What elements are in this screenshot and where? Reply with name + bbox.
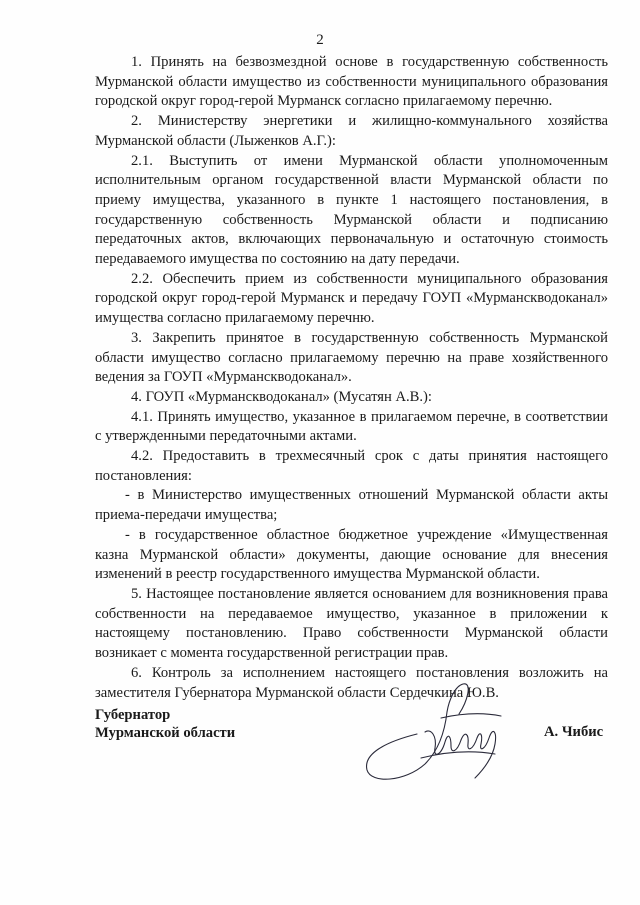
paragraph-4-2-item-2: - в государственное областное бюджетное учреждение «Имущественная казна Мурманской области» документы, дающие основание для внесения изменений в реестр государственного имущества Мурманской области. <box>95 526 608 583</box>
paragraph-2-1: 2.1. Выступить от имени Мурманской области уполномоченным исполнительным органом государственной власти Мурманской области по приему имущества, указанного в пункте 1 настоящего постановления, в государственную собственность Мурманской области и подписанию передаточных актов, включающих первоначальную и остаточную стоимость передаваемого имущества по состоянию на дату передачи. <box>95 152 608 268</box>
paragraph-4-1: 4.1. Принять имущество, указанное в прилагаемом перечне, в соответствии с утвержденными передаточными актами. <box>95 408 608 445</box>
paragraph-2-2: 2.2. Обеспечить прием из собственности муниципального образования городской округ город-герой Мурманск и передачу ГОУП «Мурманскводоканал» имущества согласно прилагаемому перечню. <box>95 270 608 327</box>
signatory-title-line-2: Мурманской области <box>95 725 236 741</box>
document-body <box>95 53 608 703</box>
paragraph-2: 2. Министерству энергетики и жилищно-коммунального хозяйства Мурманской области (Лыженков А.Г.): <box>95 113 608 149</box>
paragraph-1: 1. Принять на безвозмездной основе в государственную собственность Мурманской области имущество из собственности муниципального образования городской округ город-герой Мурманск согласно прилагаемому перечню. <box>95 54 608 110</box>
paragraph-4-2: 4.2. Предоставить в трехмесячный срок с даты принятия настоящего постановления: <box>95 448 608 484</box>
handwritten-signature <box>355 672 525 787</box>
paragraph-5: 5. Настоящее постановление является основанием для возникновения права собственности на передаваемое имущество, указанное в приложении к настоящему постановлению. Право собственности Мурманской области возникает с момента государственной регистрации прав. <box>95 585 608 662</box>
paragraph-4-2-item-1: - в Министерство имущественных отношений Мурманской области акты приема-передачи имущества; <box>95 487 608 524</box>
page-number: 2 <box>316 32 324 48</box>
paragraph-3: 3. Закрепить принятое в государственную собственность Мурманской области имущество согласно прилагаемому перечню на праве хозяйственного ведения за ГОУП «Мурманскводоканал». <box>95 329 608 386</box>
signatory-title-line-1: Губернатор <box>95 707 171 723</box>
signatory-name: А. Чибис <box>544 724 604 740</box>
paragraph-6: 6. Контроль за исполнением настоящего постановления возложить на заместителя Губернатора Мурманской области Сердечкина Ю.В. <box>95 664 608 701</box>
paragraph-4: 4. ГОУП «Мурманскводоканал» (Мусатян А.В.): <box>131 388 432 405</box>
signatory-title <box>95 706 235 742</box>
